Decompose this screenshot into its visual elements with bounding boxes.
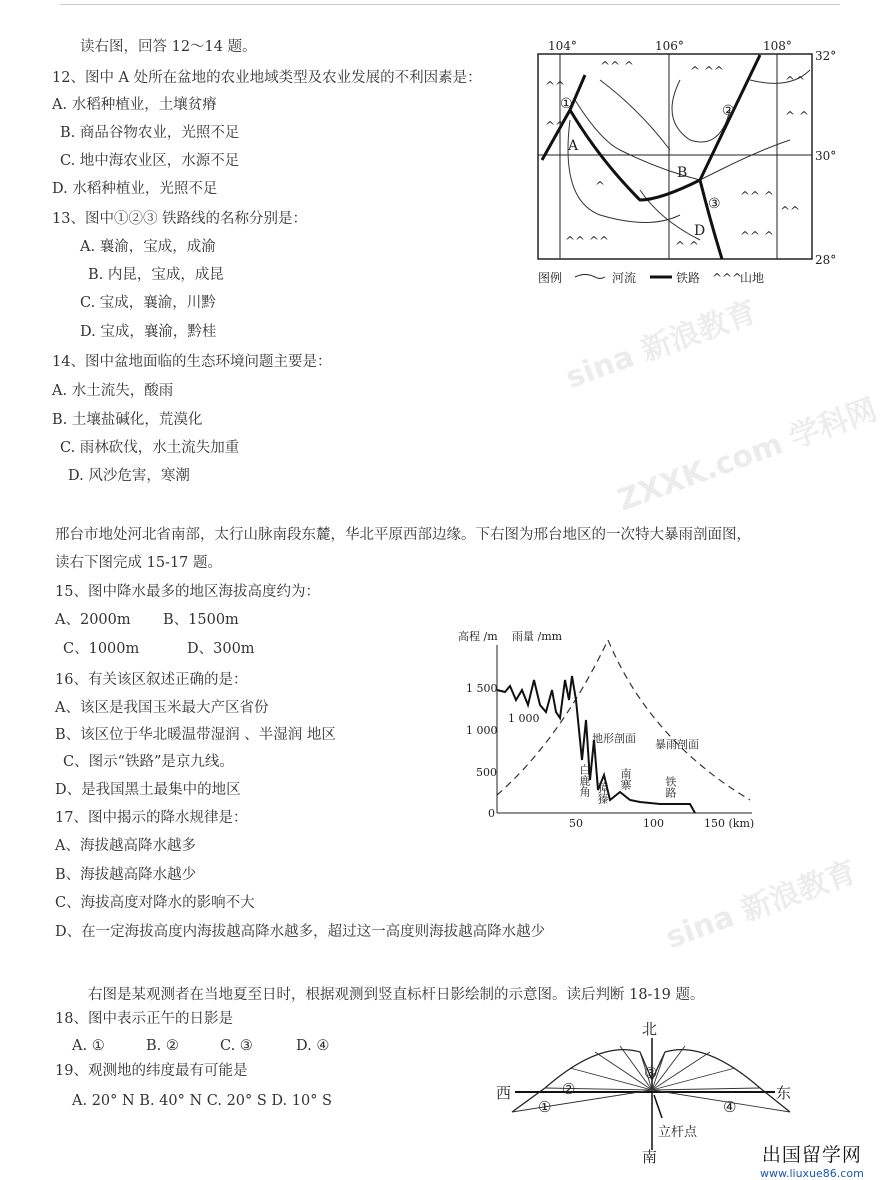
q18-option-a: A. ① [72, 1038, 105, 1054]
lon-label: 106° [655, 39, 684, 53]
place-railway: 铁路 [664, 776, 677, 798]
q15-stem: 15、图中降水最多的地区海拔高度约为： [55, 584, 320, 600]
watermark: ZXXK.com 学科网 [613, 392, 882, 519]
sun-shadow-diagram [490, 1015, 800, 1165]
q13-option-a: A. 襄渝，宝成，成渝 [80, 239, 216, 255]
q13-option-b: B. 内昆，宝成，成昆 [88, 267, 224, 283]
watermark: sina 新浪教育 [561, 294, 762, 396]
mountain-icon: ^ ^ [675, 239, 699, 253]
mountain-icon: ^ [595, 179, 606, 193]
shadow-mark-4: ④ [723, 1098, 737, 1116]
q18-stem: 18、图中表示正午的日影是 [55, 1011, 233, 1027]
q14-option-b: B. 土壤盐碱化，荒漠化 [52, 412, 203, 428]
q17-option-c: C、海拔高度对降水的影响不大 [55, 895, 255, 911]
y-tick: 500 [476, 766, 497, 779]
q14-stem: 14、图中盆地面临的生态环境问题主要是： [52, 354, 332, 370]
y-tick: 1 000 [466, 724, 498, 737]
q12-option-a: A. 水稻种植业，土壤贫瘠 [52, 97, 217, 113]
mountain-icon: ^^ [785, 74, 806, 88]
q12-option-c: C. 地中海农业区，水源不足 [60, 153, 240, 169]
mountain-icon: ^^ ^ [740, 189, 774, 203]
legend-railway: 铁路 [676, 271, 701, 285]
terrain-curve-label: 地形剖面 [592, 732, 636, 745]
shadow-mark-3: ③ [644, 1064, 658, 1082]
q17-option-d: D、在一定海拔高度内海拔越高降水越多，超过这一高度则海拔越高降水越少 [55, 924, 546, 940]
q14-option-a: A. 水土流失，酸雨 [52, 383, 174, 399]
q13-option-d: D. 宝成，襄渝，黔桂 [80, 324, 217, 340]
lon-label: 104° [548, 39, 577, 53]
q12-option-d: D. 水稻种植业，光照不足 [52, 181, 218, 197]
q16-option-b: B、该区位于华北暖温带湿润 、半湿润 地区 [55, 727, 336, 743]
q15-option-d: D、300m [187, 641, 255, 657]
mountain-icon: ^^^ [712, 271, 743, 285]
x-tick: 50 [569, 817, 583, 830]
site-logo-url: www.liuxue86.com [760, 1167, 864, 1180]
section2-intro-line2: 读右下图完成 15-17 题。 [55, 555, 223, 571]
sichuan-basin-map [530, 38, 850, 288]
place-label-a: A [568, 138, 579, 154]
q12-option-b: B. 商品谷物农业，光照不足 [60, 125, 240, 141]
lat-label: 28° [815, 253, 837, 267]
place-bailujiao: 白鹿角 [578, 764, 591, 797]
legend-mountain: 山地 [740, 271, 765, 285]
y-axis-label-rain: 雨量 /mm [512, 630, 563, 643]
q17-option-a: A、海拔越高降水越多 [55, 838, 196, 854]
site-logo [760, 1140, 864, 1180]
legend-title: 图例 [538, 271, 563, 285]
q14-option-c: C. 雨林砍伐，水土流失加重 [60, 440, 240, 456]
place-zhanghong: 獐獉 [596, 782, 609, 804]
mountain-icon: ^^ ^^ [565, 234, 610, 248]
site-logo-name: 出国留学网 [761, 1144, 862, 1166]
railway-label-3: ③ [708, 196, 721, 212]
q12-stem: 12、图中 A 处所在盆地的农业地域类型及农业发展的不利因素是： [52, 70, 482, 86]
top-rule [60, 4, 840, 5]
x-tick: 150 (km) [704, 817, 755, 830]
mountain-icon: ^^ ^ [740, 229, 774, 243]
south-label: 南 [642, 1148, 658, 1166]
place-nanzhai: 南寨 [619, 768, 632, 790]
north-label: 北 [642, 1020, 658, 1038]
rain-curve-label: 暴雨剖面 [655, 738, 699, 751]
y-axis-label-elevation: 高程 /m [458, 630, 498, 643]
x-tick: 100 [643, 817, 664, 830]
mountain-icon: ^ ^^ [690, 64, 724, 78]
mountain-icon: ^ ^ [785, 109, 809, 123]
q15-option-c: C、1000m [63, 641, 140, 657]
q16-option-c: C、图示“铁路”是京九线。 [63, 754, 234, 770]
mountain-icon: ^^ [545, 79, 566, 93]
place-label-d: D [694, 223, 706, 239]
mountain-icon: ^^ [545, 119, 566, 133]
y-tick: 0 [488, 807, 495, 820]
west-label: 西 [496, 1084, 512, 1102]
shadow-mark-1: ① [538, 1098, 552, 1116]
lat-label: 32° [815, 49, 837, 63]
q14-option-d: D. 风沙危害，寒潮 [68, 468, 190, 484]
east-label: 东 [776, 1084, 792, 1102]
mountain-icon: ^^ [780, 204, 801, 218]
watermark: sina 新浪教育 [661, 854, 862, 956]
q15-option-a: A、2000m [55, 612, 131, 628]
q17-stem: 17、图中揭示的降水规律是： [55, 810, 248, 826]
pole-point-label: 立杆点 [658, 1125, 698, 1140]
section2-intro-line1: 邢台市地处河北省南部，太行山脉南段东麓，华北平原西部边缘。下右图为邢台地区的一次特大暴雨剖面图， [55, 527, 751, 543]
q18-option-d: D. ④ [296, 1038, 330, 1054]
q16-option-d: D、是我国黑土最集中的地区 [55, 782, 241, 798]
rainstorm-profile-diagram [455, 620, 765, 835]
rain-axis-tick: 1 000 [508, 712, 540, 725]
lon-label: 108° [763, 39, 792, 53]
y-tick: 1 500 [466, 682, 498, 695]
q13-option-c: C. 宝成，襄渝，川黔 [80, 295, 216, 311]
q18-option-b: B. ② [146, 1038, 179, 1054]
section1-intro: 读右图，回答 12～14 题。 [80, 39, 257, 55]
q16-option-a: A、该区是我国玉米最大产区省份 [55, 700, 269, 716]
railway-label-2: ② [722, 103, 735, 119]
map-legend [538, 270, 764, 285]
q19-options: A. 20° N B. 40° N C. 20° S D. 10° S [72, 1093, 332, 1109]
q16-stem: 16、有关该区叙述正确的是： [55, 672, 248, 688]
q19-stem: 19、观测地的纬度最有可能是 [55, 1063, 248, 1079]
section3-intro: 右图是某观测者在当地夏至日时，根据观测到竖直标杆日影绘制的示意图。读后判断 18-19 题。 [88, 987, 705, 1003]
shadow-mark-2: ② [562, 1080, 576, 1098]
legend-river: 河流 [612, 271, 637, 285]
mountain-icon: ^^ ^ [600, 59, 634, 73]
q15-option-b: B、1500m [163, 612, 239, 628]
q18-option-c: C. ③ [220, 1038, 253, 1054]
railway-label-1: ① [560, 96, 573, 112]
lat-label: 30° [815, 149, 837, 163]
place-label-b: B [677, 165, 688, 181]
q13-stem: 13、图中①②③ 铁路线的名称分别是： [52, 211, 308, 227]
q17-option-b: B、海拔越高降水越少 [55, 867, 197, 883]
